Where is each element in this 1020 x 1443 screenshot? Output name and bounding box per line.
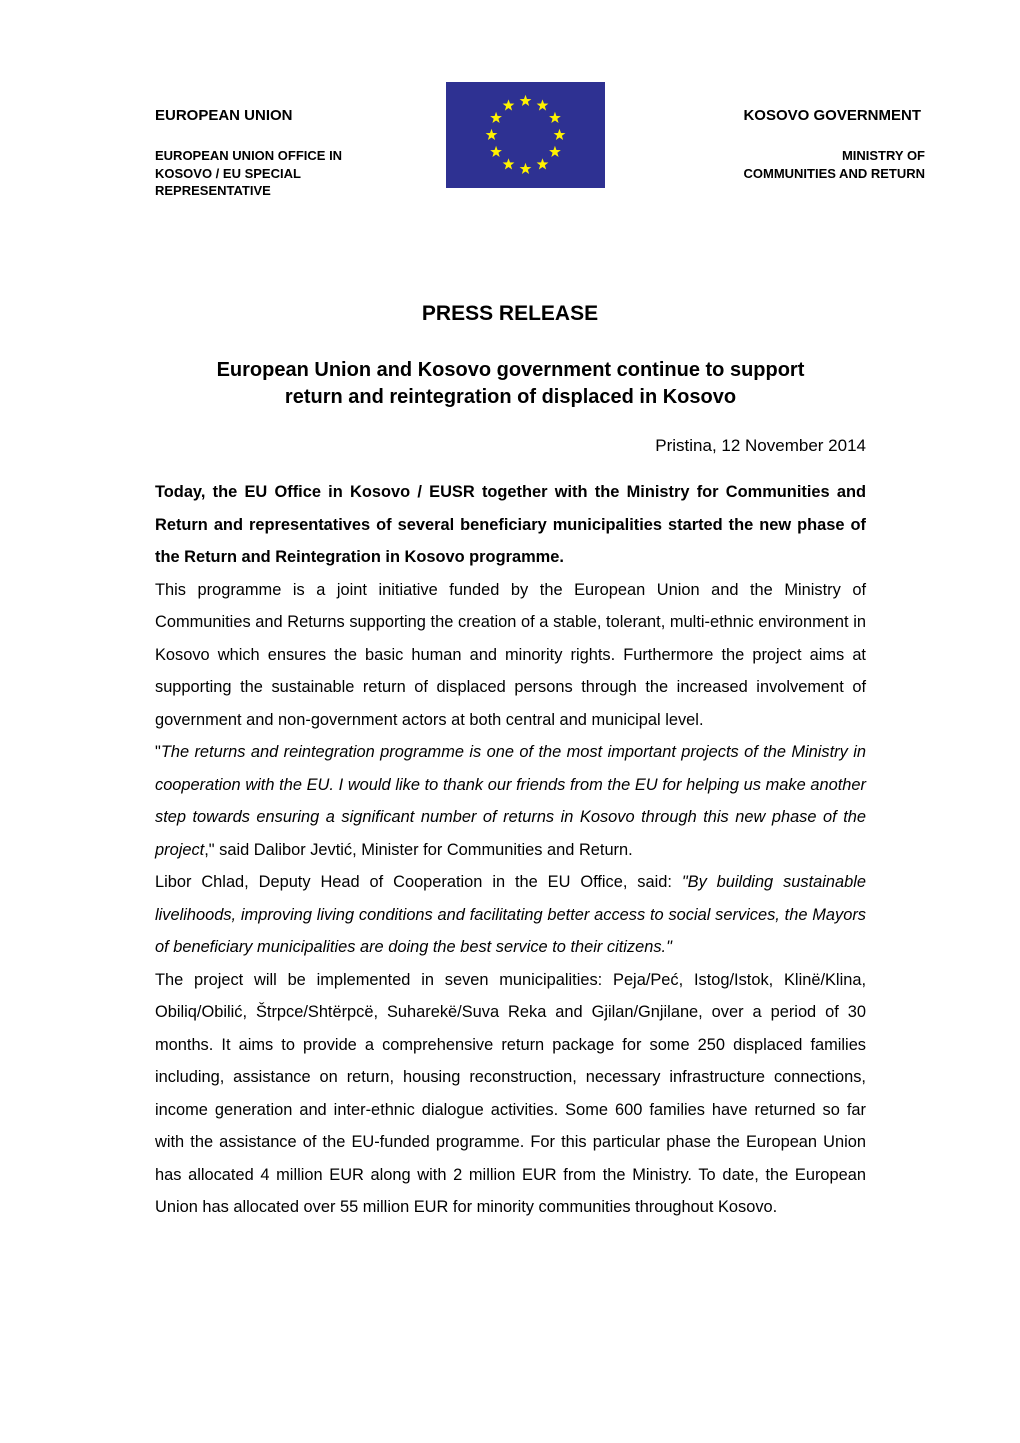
headline-line2: return and reintegration of displaced in Kosovo	[284, 386, 737, 408]
paragraph-implementation: The project will be implemented in seven municipalities: Peja/Peć, Istog/Istok, Klinë/Klina, Obiliq/Obilić, Štrpce/Shtërpcë, Suharekë/Suva Reka and Gjilan/Gnjilane, over a period of 30 months. It aims to provide a comprehensive return package for some 250 displaced families including, assistance on return, housing reconstruction, necessary infrastructure connections, income generation and inter-ethnic dialogue activities. Some 600 families have returned so far with the assistance of the EU-funded programme. For this particular phase the European Union has allocated 4 million EUR along with 2 million EUR from the Ministry. To date, the European Union has allocated over 55 million EUR for minority communities throughout Kosovo.	[155, 970, 866, 1216]
paragraph-minister-quote	[155, 736, 866, 866]
paragraph-programme: This programme is a joint initiative funded by the European Union and the Ministry of Communities and Returns supporting the creation of a stable, tolerant, multi-ethnic environment in Kosovo which ensures the basic human and minority rights. Furthermore the project aims at supporting the sustainable return of displaced persons through the increased involvement of government and non-government actors at both central and municipal level.	[155, 580, 866, 729]
eu-flag-icon	[446, 82, 605, 188]
headline-line1: European Union and Kosovo government continue to support	[216, 359, 805, 381]
ministry-subtitle-line1: MINISTRY OF	[841, 148, 925, 163]
dateline: Pristina, 12 November 2014	[655, 436, 866, 455]
eu-office-subtitle: EUROPEAN UNION OFFICE IN KOSOVO / EU SPECIAL REPRESENTATIVE	[155, 148, 343, 198]
eu-title: EUROPEAN UNION	[155, 107, 293, 124]
headline	[155, 357, 866, 411]
paragraph-deputy-quote	[155, 866, 866, 964]
minister-attribution: ," said Dalibor Jevtić, Minister for Communities and Return.	[204, 840, 633, 859]
minister-quote: The returns and reintegration programme is one of the most important projects of the Ministry in cooperation with the EU. I would like to thank our friends from the EU for helping us make another step towards ensuring a significant number of returns in Kosovo through this new phase of the project	[155, 743, 866, 859]
lead-paragraph: Today, the EU Office in Kosovo / EUSR together with the Ministry for Communities and Return and representatives of several beneficiary municipalities started the new phase of the Return and Reintegration in Kosovo programme.	[155, 483, 866, 566]
press-release-label: PRESS RELEASE	[421, 302, 599, 325]
deputy-intro: Libor Chlad, Deputy Head of Cooperation in the EU Office, said:	[155, 873, 682, 891]
ministry-subtitle	[665, 147, 925, 182]
ministry-subtitle-line2: COMMUNITIES AND RETURN	[743, 165, 925, 181]
deputy-quote: "By building sustainable livelihoods, improving living conditions and facilitating better access to social services, the Mayors of beneficiary municipalities are doing the best service to their citizens."	[155, 873, 866, 956]
kosovo-government-title: KOSOVO GOVERNMENT	[743, 107, 921, 124]
article-body	[155, 476, 866, 1224]
quote-open-mark: "	[155, 743, 161, 761]
